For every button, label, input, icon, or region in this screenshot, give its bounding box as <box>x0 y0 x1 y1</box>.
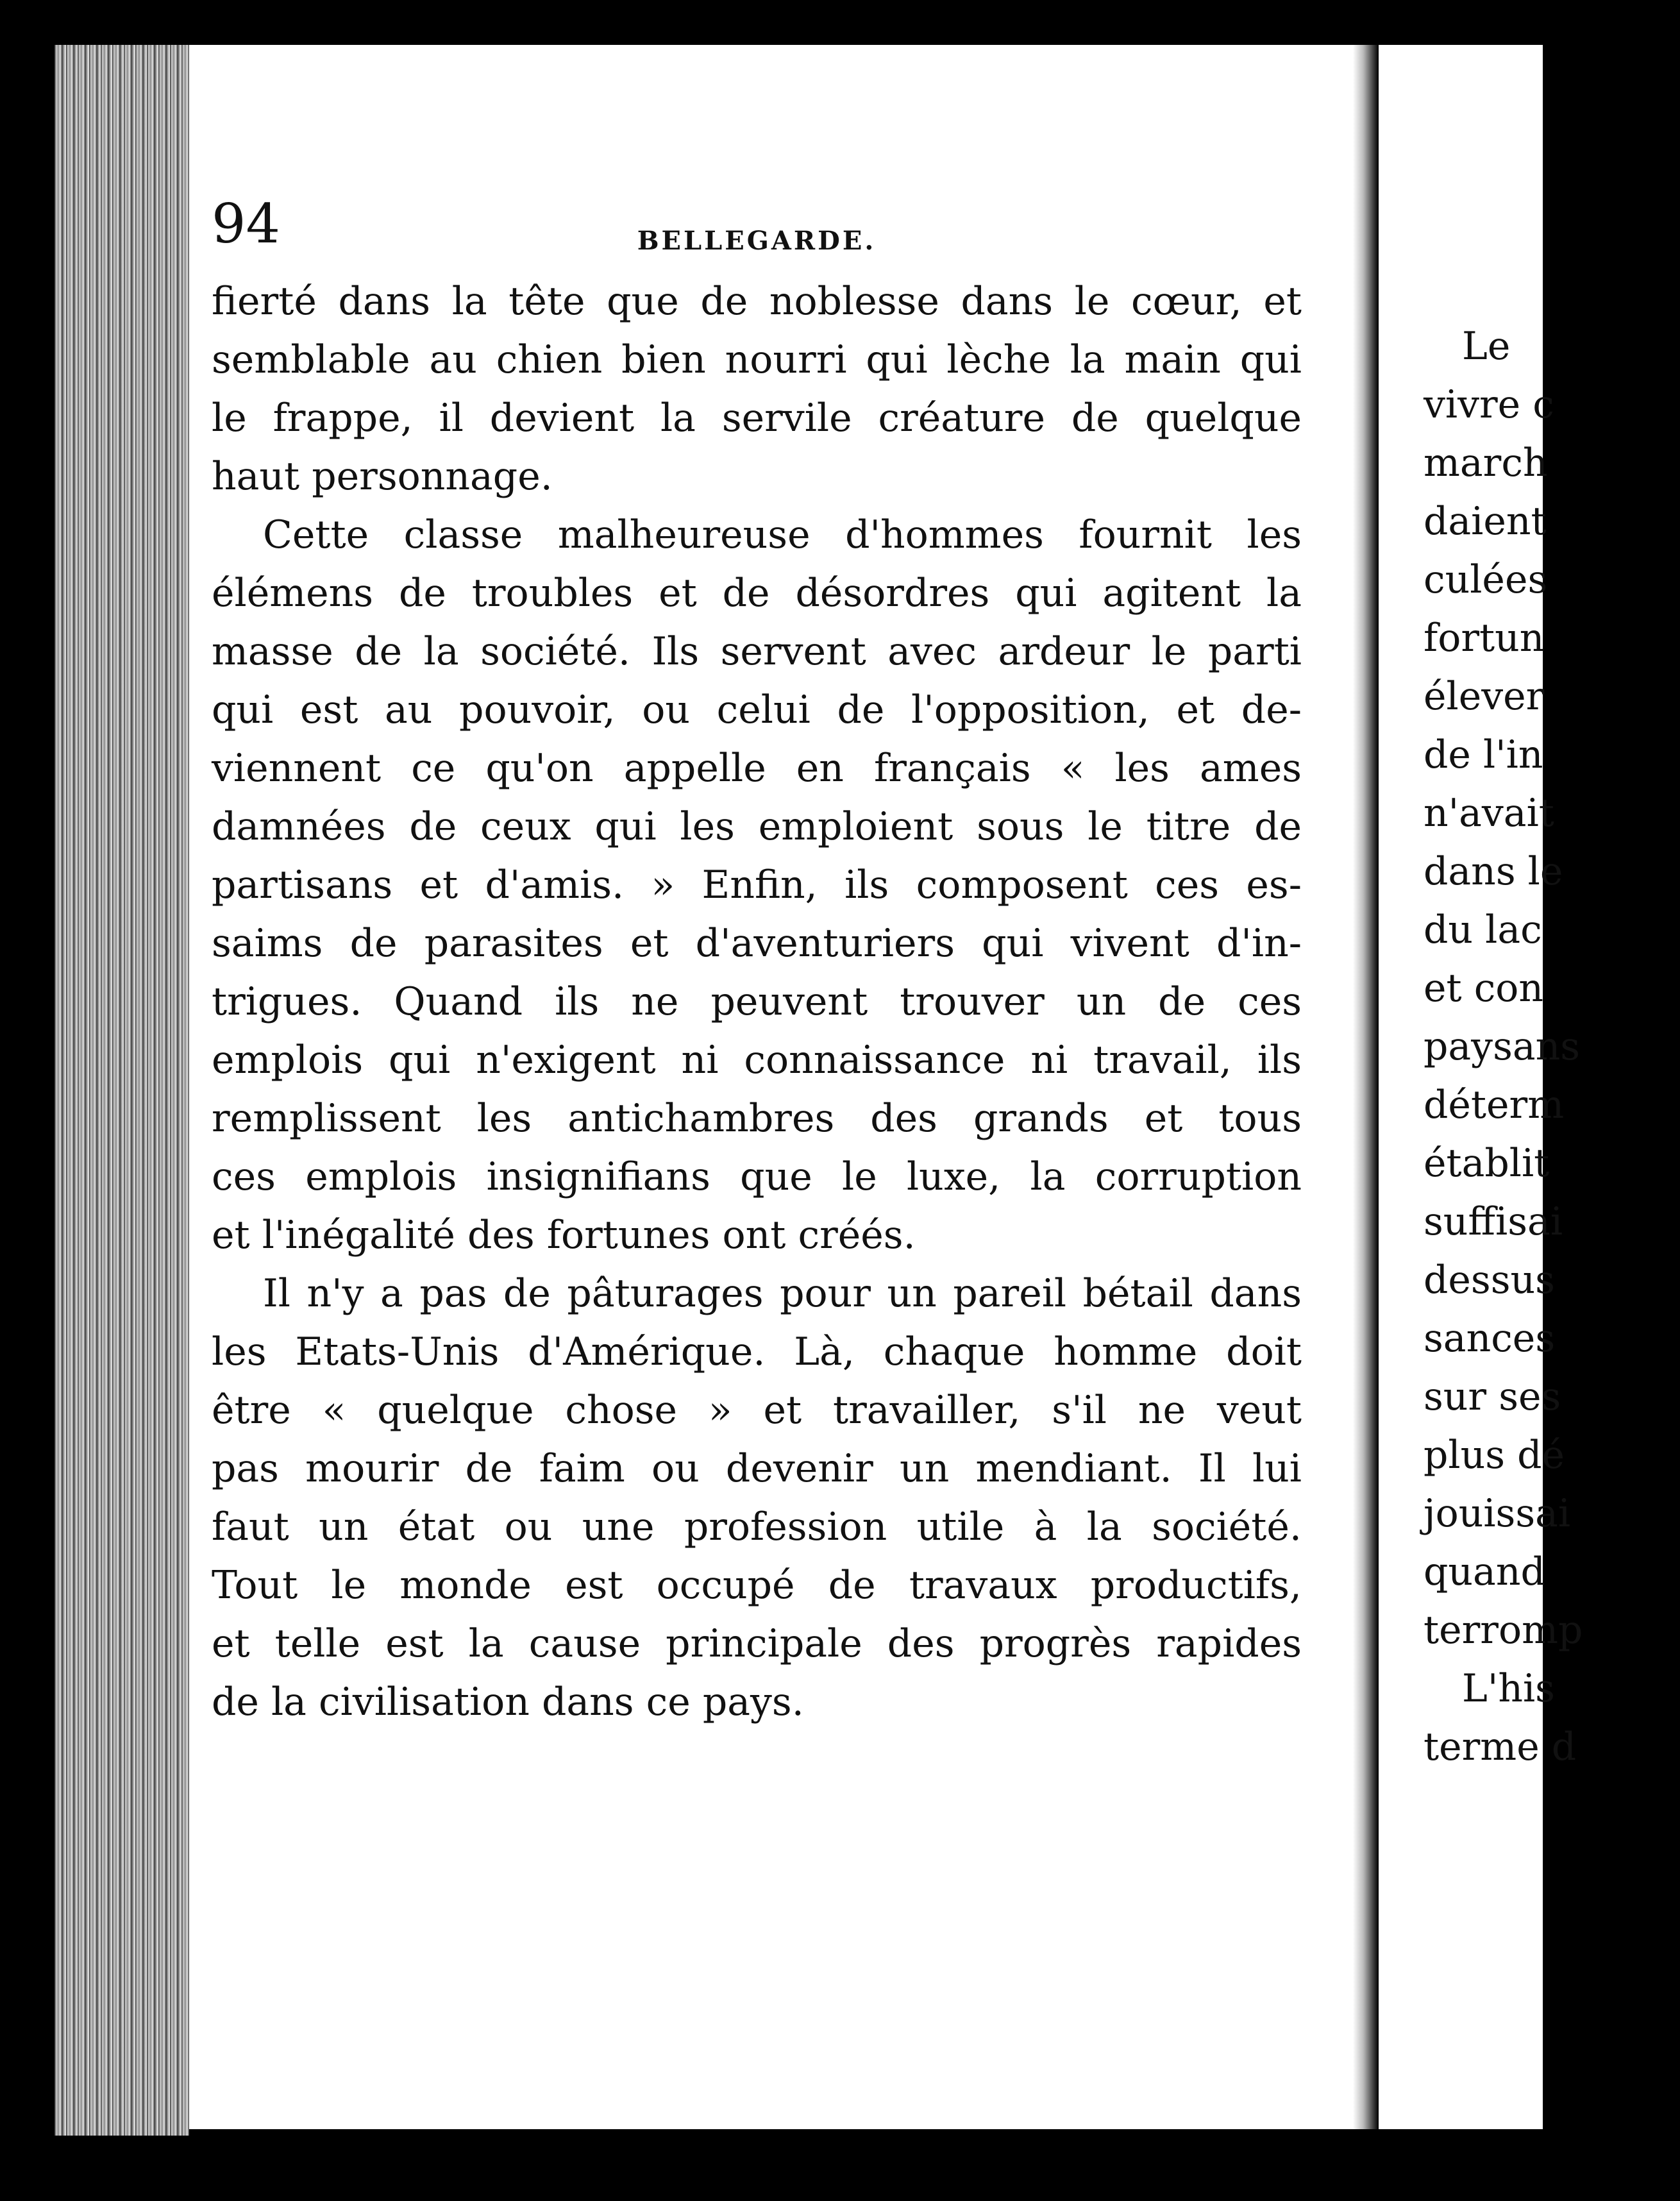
right-text-line: de l'in <box>1424 732 1543 777</box>
left-text-line: fierté dans la tête que de noblesse dans le cœur, et <box>212 279 1302 324</box>
left-text-line: partisans et d'amis. » Enfin, ils composent ces es- <box>212 863 1302 907</box>
right-text-line: élever <box>1424 674 1545 719</box>
left-text-line: le frappe, il devient la servile créature de quelque <box>212 396 1302 441</box>
right-page <box>1379 45 1583 2129</box>
right-text-line: dans le <box>1424 849 1563 894</box>
left-text-line: de la civilisation dans ce pays. <box>212 1680 804 1725</box>
left-text-line: pas mourir de faim ou devenir un mendiant. Il lui <box>212 1446 1302 1491</box>
left-text-line: remplissent les antichambres des grands et tous <box>212 1096 1302 1141</box>
right-text-line: suffisai <box>1424 1199 1563 1244</box>
left-text-line: être « quelque chose » et travailler, s'il ne veut <box>212 1388 1302 1433</box>
right-text-line: L'his <box>1462 1666 1555 1711</box>
right-text-line: plus dé <box>1424 1433 1565 1478</box>
right-text-line: paysans <box>1424 1024 1581 1069</box>
book-edge <box>55 45 189 2136</box>
left-text-line: trigues. Quand ils ne peuvent trouver un de ces <box>212 979 1302 1024</box>
left-text-line: Tout le monde est occupé de travaux productifs, <box>212 1563 1302 1608</box>
left-text-line: saims de parasites et d'aventuriers qui vivent d'in- <box>212 921 1302 966</box>
left-text-line: Cette classe malheureuse d'hommes fournit les <box>263 512 1302 557</box>
book-gutter <box>1353 45 1379 2129</box>
right-text-line: sur ses <box>1424 1374 1561 1419</box>
left-text-line: et l'inégalité des fortunes ont créés. <box>212 1213 916 1258</box>
right-text-line: n'avait <box>1424 791 1554 836</box>
right-text-line: Le <box>1462 324 1511 369</box>
right-text-line: jouissai <box>1424 1491 1571 1536</box>
page-number: 94 <box>212 192 280 255</box>
left-page-text <box>212 273 1302 1732</box>
right-text-line: sances <box>1424 1316 1556 1361</box>
right-text-line: terromp <box>1424 1608 1583 1653</box>
right-text-line: vivre c <box>1424 382 1554 427</box>
right-text-line: daient <box>1424 499 1547 544</box>
left-text-line: les Etats-Unis d'Amérique. Là, chaque homme doit <box>212 1329 1302 1374</box>
left-text-line: qui est au pouvoir, ou celui de l'opposition, et de- <box>212 687 1302 732</box>
right-text-line: établit <box>1424 1141 1550 1186</box>
left-text-line: ces emplois insignifians que le luxe, la corruption <box>212 1154 1302 1199</box>
left-text-line: faut un état ou une profession utile à la société. <box>212 1505 1302 1549</box>
left-text-line: haut personnage. <box>212 454 553 499</box>
page-header <box>212 192 1302 269</box>
right-text-line: culées <box>1424 557 1548 602</box>
right-text-line: et con <box>1424 966 1544 1011</box>
left-text-line: semblable au chien bien nourri qui lèche la main qui <box>212 337 1302 382</box>
right-page-text <box>1424 317 1680 1776</box>
right-text-line: march <box>1424 441 1548 485</box>
right-text-line: dessus <box>1424 1258 1555 1303</box>
right-text-line: fortun <box>1424 616 1545 661</box>
left-text-line: emplois qui n'exigent ni connaissance ni travail, ils <box>212 1038 1302 1083</box>
left-text-line: viennent ce qu'on appelle en français « les ames <box>212 746 1302 791</box>
left-text-line: élémens de troubles et de désordres qui agitent la <box>212 571 1302 616</box>
right-text-line: du lac <box>1424 907 1542 952</box>
running-head: BELLEGARDE. <box>637 226 877 256</box>
left-text-line: masse de la société. Ils servent avec ardeur le parti <box>212 629 1302 674</box>
left-text-line: Il n'y a pas de pâturages pour un pareil bétail dans <box>263 1271 1302 1316</box>
left-text-line: et telle est la cause principale des progrès rapides <box>212 1621 1302 1666</box>
left-text-line: damnées de ceux qui les emploient sous le titre de <box>212 804 1302 849</box>
right-text-line: déterm <box>1424 1083 1565 1127</box>
right-text-line: terme d <box>1424 1725 1577 1769</box>
right-text-line: quand <box>1424 1549 1545 1594</box>
